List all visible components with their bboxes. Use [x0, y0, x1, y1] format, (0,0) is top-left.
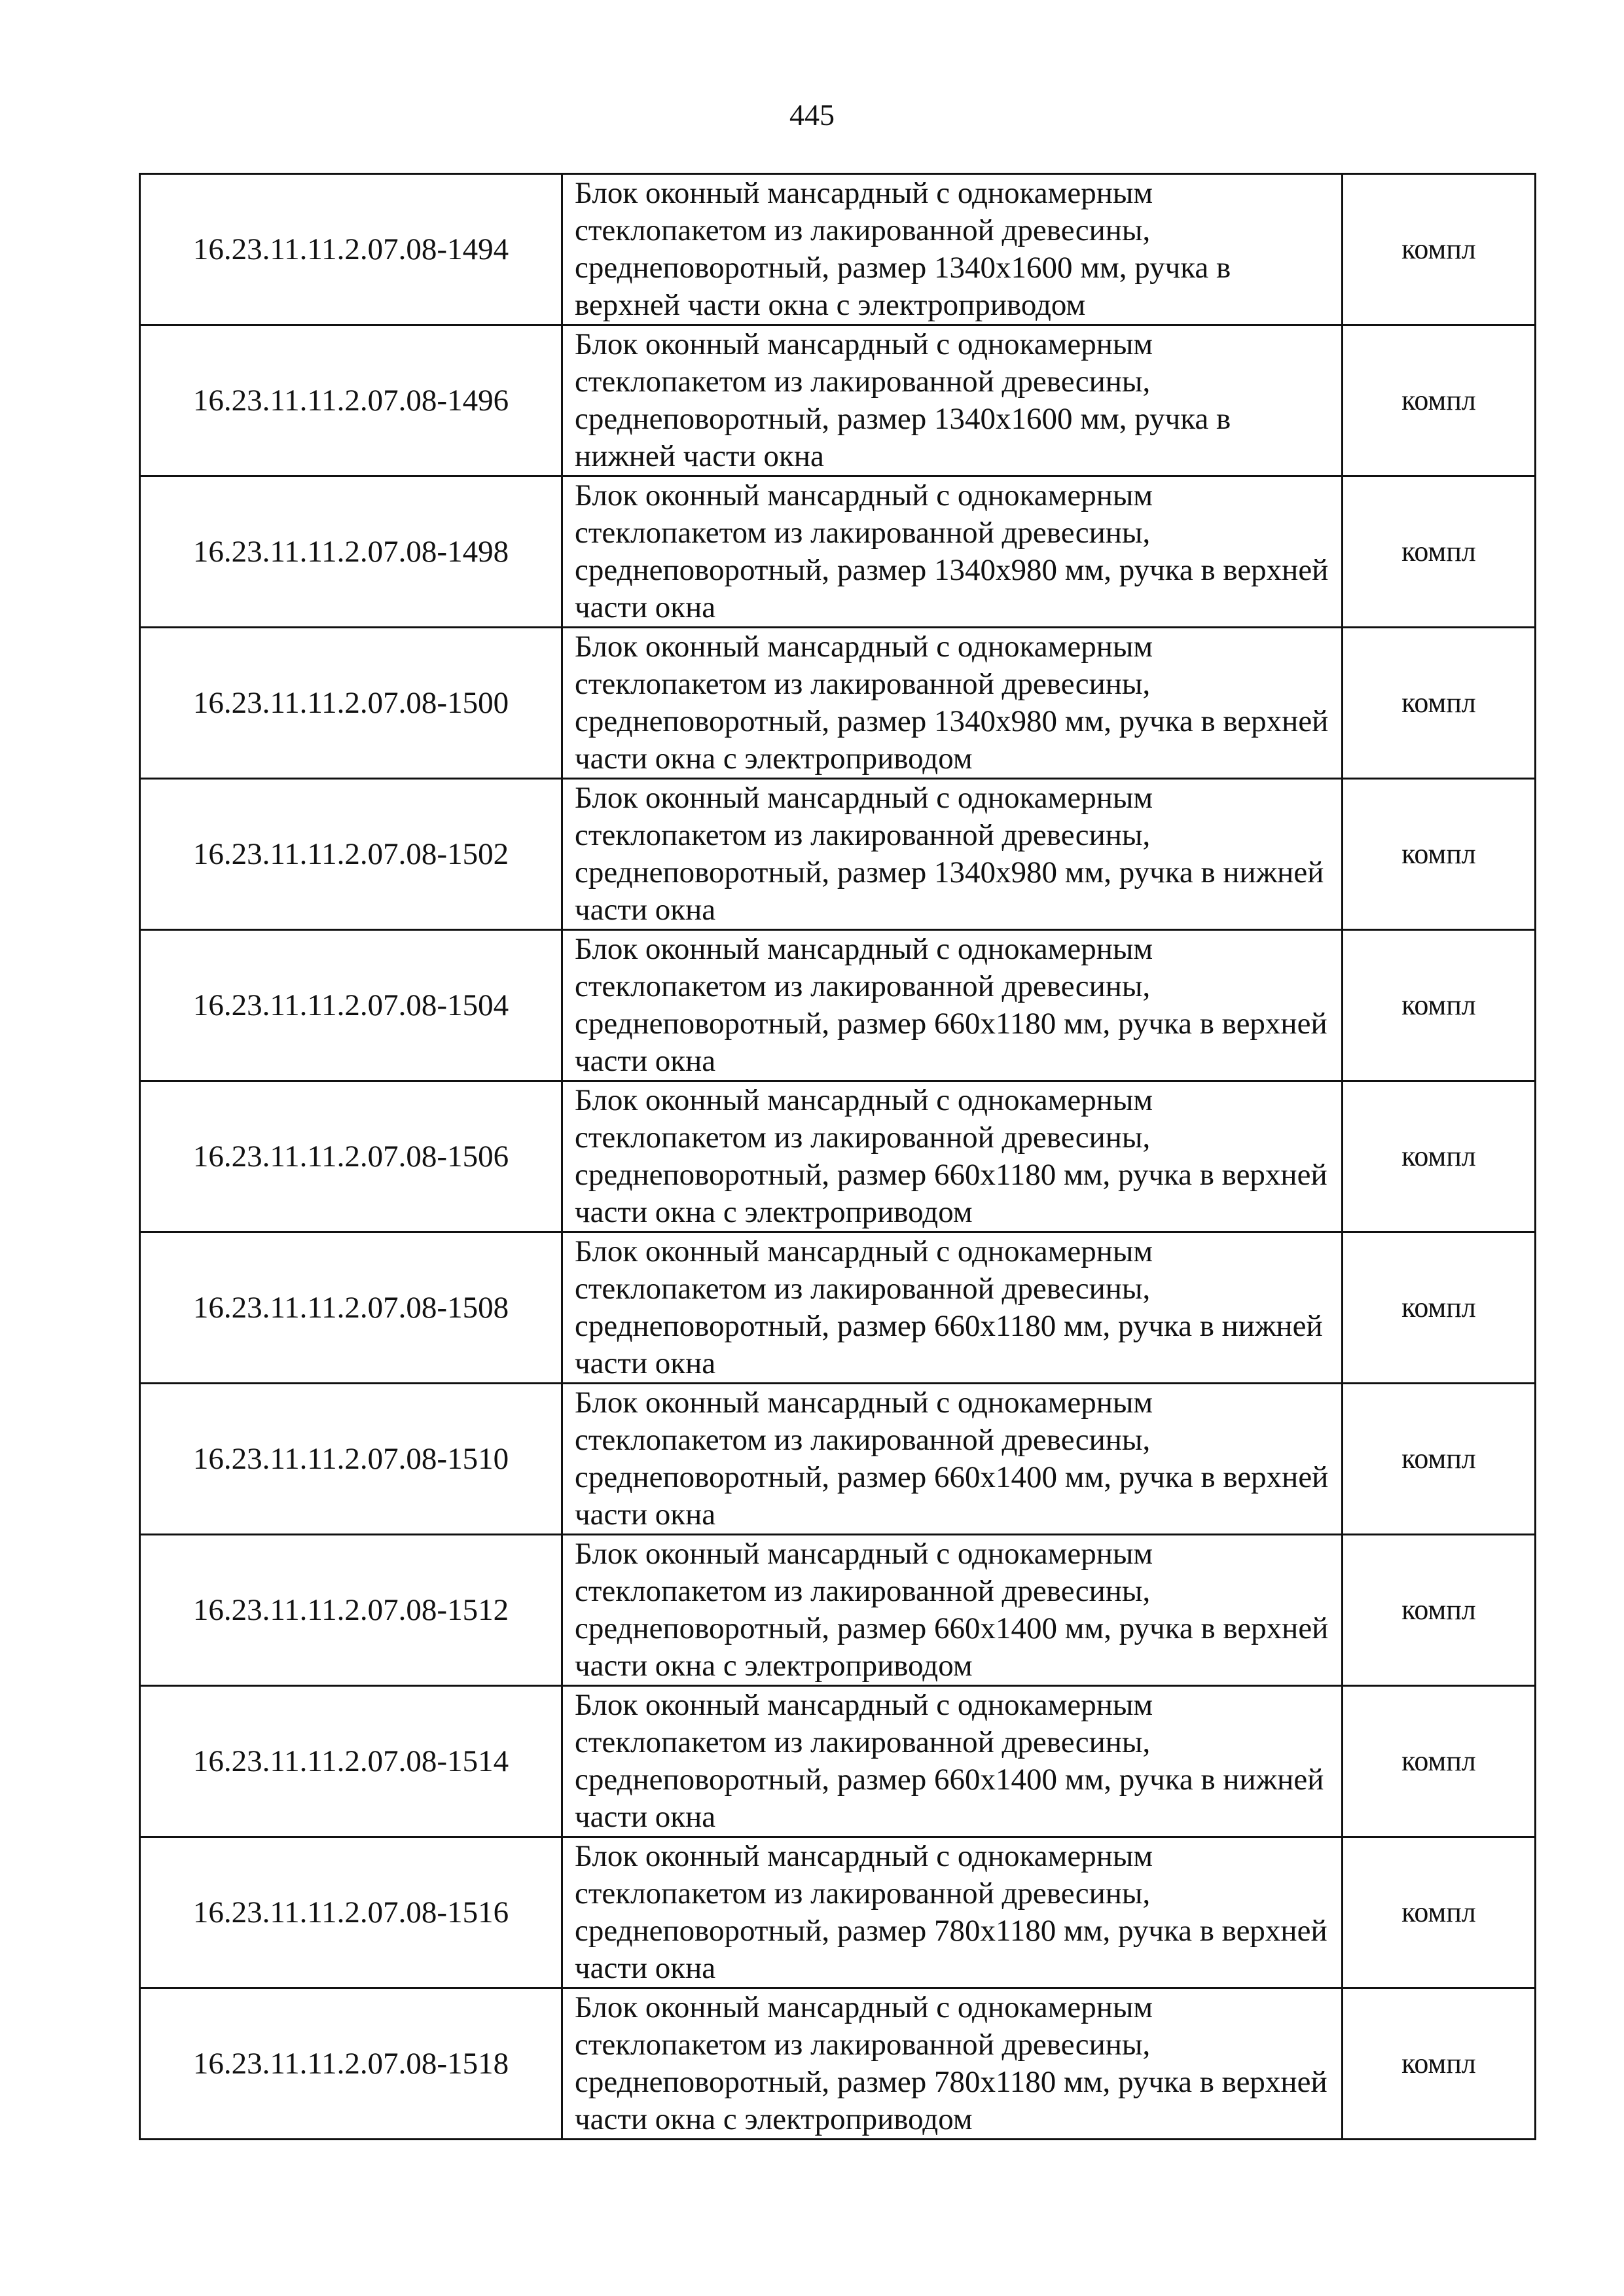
item-code: 16.23.11.11.2.07.08-1496 — [140, 325, 562, 476]
item-description: Блок оконный мансардный с однокамерным стеклопакетом из лакированной древесины, среднеповоротный, размер 780х1180 мм, ручка в верхней части окна — [562, 1837, 1343, 1988]
item-unit: компл — [1343, 1837, 1536, 1988]
item-unit: компл — [1343, 930, 1536, 1081]
item-code: 16.23.11.11.2.07.08-1500 — [140, 628, 562, 779]
item-unit: компл — [1343, 779, 1536, 930]
item-description: Блок оконный мансардный с однокамерным стеклопакетом из лакированной древесины, среднеповоротный, размер 660х1180 мм, ручка в верхней части окна с электроприводом — [562, 1081, 1343, 1232]
table-row — [140, 779, 1536, 930]
table-row — [140, 476, 1536, 628]
table-row — [140, 628, 1536, 779]
table-row — [140, 1081, 1536, 1232]
item-description: Блок оконный мансардный с однокамерным стеклопакетом из лакированной древесины, среднеповоротный, размер 1340х980 мм, ручка в нижней части окна — [562, 779, 1343, 930]
item-code: 16.23.11.11.2.07.08-1502 — [140, 779, 562, 930]
item-code: 16.23.11.11.2.07.08-1518 — [140, 1988, 562, 2140]
items-table — [139, 173, 1536, 2140]
item-unit: компл — [1343, 1686, 1536, 1837]
item-code: 16.23.11.11.2.07.08-1510 — [140, 1384, 562, 1535]
table-row — [140, 1535, 1536, 1686]
table-row — [140, 325, 1536, 476]
item-code: 16.23.11.11.2.07.08-1514 — [140, 1686, 562, 1837]
table-row — [140, 1837, 1536, 1988]
item-code: 16.23.11.11.2.07.08-1494 — [140, 174, 562, 325]
item-unit: компл — [1343, 476, 1536, 628]
item-description: Блок оконный мансардный с однокамерным стеклопакетом из лакированной древесины, среднеповоротный, размер 1340х980 мм, ручка в верхней части окна — [562, 476, 1343, 628]
item-code: 16.23.11.11.2.07.08-1516 — [140, 1837, 562, 1988]
item-description: Блок оконный мансардный с однокамерным стеклопакетом из лакированной древесины, среднеповоротный, размер 780х1180 мм, ручка в верхней части окна с электроприводом — [562, 1988, 1343, 2140]
item-unit: компл — [1343, 174, 1536, 325]
item-code: 16.23.11.11.2.07.08-1498 — [140, 476, 562, 628]
item-unit: компл — [1343, 1535, 1536, 1686]
table-row — [140, 930, 1536, 1081]
table-row — [140, 1232, 1536, 1384]
table-row — [140, 1686, 1536, 1837]
item-description: Блок оконный мансардный с однокамерным стеклопакетом из лакированной древесины, среднеповоротный, размер 660х1180 мм, ручка в верхней части окна — [562, 930, 1343, 1081]
item-unit: компл — [1343, 1384, 1536, 1535]
item-unit: компл — [1343, 1988, 1536, 2140]
table-row — [140, 1988, 1536, 2140]
page-number: 445 — [789, 98, 835, 132]
item-unit: компл — [1343, 325, 1536, 476]
item-description: Блок оконный мансардный с однокамерным стеклопакетом из лакированной древесины, среднеповоротный, размер 660х1400 мм, ручка в верхней части окна с электроприводом — [562, 1535, 1343, 1686]
table-row — [140, 174, 1536, 325]
item-description: Блок оконный мансардный с однокамерным стеклопакетом из лакированной древесины, среднеповоротный, размер 660х1400 мм, ручка в нижней части окна — [562, 1686, 1343, 1837]
item-code: 16.23.11.11.2.07.08-1504 — [140, 930, 562, 1081]
item-description: Блок оконный мансардный с однокамерным стеклопакетом из лакированной древесины, среднеповоротный, размер 1340х1600 мм, ручка в нижней части окна — [562, 325, 1343, 476]
item-unit: компл — [1343, 1232, 1536, 1384]
table-row — [140, 1384, 1536, 1535]
item-description: Блок оконный мансардный с однокамерным стеклопакетом из лакированной древесины, среднеповоротный, размер 1340х980 мм, ручка в верхней части окна с электроприводом — [562, 628, 1343, 779]
item-description: Блок оконный мансардный с однокамерным стеклопакетом из лакированной древесины, среднеповоротный, размер 660х1400 мм, ручка в верхней части окна — [562, 1384, 1343, 1535]
item-description: Блок оконный мансардный с однокамерным стеклопакетом из лакированной древесины, среднеповоротный, размер 660х1180 мм, ручка в нижней части окна — [562, 1232, 1343, 1384]
item-unit: компл — [1343, 628, 1536, 779]
item-unit: компл — [1343, 1081, 1536, 1232]
item-code: 16.23.11.11.2.07.08-1508 — [140, 1232, 562, 1384]
item-code: 16.23.11.11.2.07.08-1512 — [140, 1535, 562, 1686]
item-code: 16.23.11.11.2.07.08-1506 — [140, 1081, 562, 1232]
item-description: Блок оконный мансардный с однокамерным стеклопакетом из лакированной древесины, среднеповоротный, размер 1340х1600 мм, ручка в верхней части окна с электроприводом — [562, 174, 1343, 325]
